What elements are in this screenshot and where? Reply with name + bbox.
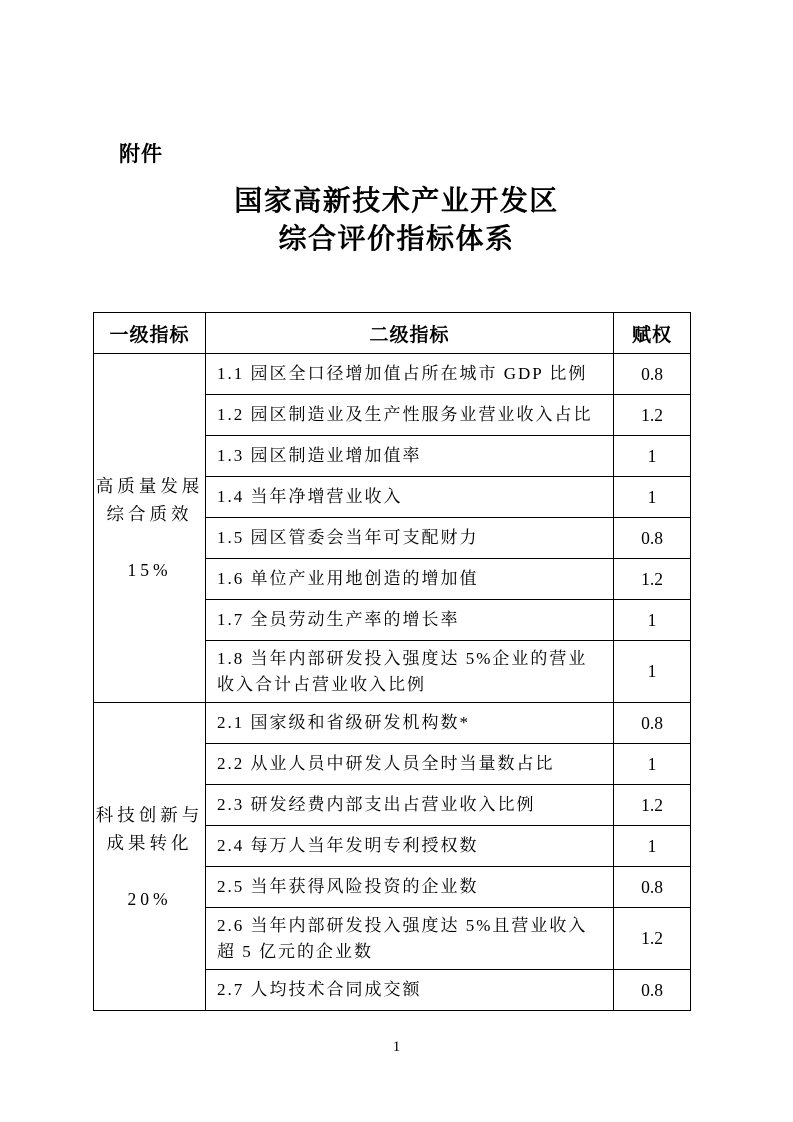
indicator-label: 2.7 人均技术合同成交额 bbox=[206, 970, 614, 1011]
indicator-weight: 0.8 bbox=[614, 518, 691, 559]
group-name-line: 综合质效 bbox=[106, 504, 193, 524]
header-level2-indicator: 二级指标 bbox=[206, 313, 614, 354]
indicator-weight: 1.2 bbox=[614, 395, 691, 436]
document-title bbox=[0, 182, 793, 258]
indicator-weight: 1.2 bbox=[614, 785, 691, 826]
indicator-weight: 0.8 bbox=[614, 354, 691, 395]
group-gap bbox=[94, 857, 205, 885]
indicator-weight: 1 bbox=[614, 477, 691, 518]
indicator-weight: 1.2 bbox=[614, 559, 691, 600]
indicator-weight: 1 bbox=[614, 600, 691, 641]
table-row bbox=[94, 703, 691, 744]
indicator-label: 1.1 园区全口径增加值占所在城市 GDP 比例 bbox=[206, 354, 614, 395]
page-number: 1 bbox=[392, 1039, 401, 1055]
attachment-label: 附件 bbox=[119, 143, 163, 166]
group-weight-percent: 15% bbox=[127, 560, 172, 580]
group-gap bbox=[94, 528, 205, 556]
table-row bbox=[94, 354, 691, 395]
indicator-weight: 1 bbox=[614, 744, 691, 785]
table-header-row bbox=[94, 313, 691, 354]
indicator-weight: 0.8 bbox=[614, 867, 691, 908]
group-name-line: 科技创新与 bbox=[95, 804, 204, 825]
group-weight-percent: 20% bbox=[127, 888, 172, 909]
title-line-2: 综合评价指标体系 bbox=[278, 223, 515, 254]
indicator-label: 1.5 园区管委会当年可支配财力 bbox=[206, 518, 614, 559]
indicator-weight: 0.8 bbox=[614, 970, 691, 1011]
group-name-line: 成果转化 bbox=[106, 832, 193, 853]
header-level1-indicator: 一级指标 bbox=[94, 313, 206, 354]
indicator-weight: 0.8 bbox=[614, 703, 691, 744]
group-name-line: 高质量发展 bbox=[95, 476, 204, 496]
indicator-label: 2.1 国家级和省级研发机构数* bbox=[206, 703, 614, 744]
indicator-weight: 1.2 bbox=[614, 908, 691, 970]
indicator-label: 1.8 当年内部研发投入强度达 5%企业的营业收入合计占营业收入比例 bbox=[206, 641, 614, 703]
group-cell-quality-development bbox=[94, 354, 206, 703]
indicator-weight: 1 bbox=[614, 641, 691, 703]
indicator-weight: 1 bbox=[614, 436, 691, 477]
header-weight: 赋权 bbox=[614, 313, 691, 354]
indicator-label: 1.3 园区制造业增加值率 bbox=[206, 436, 614, 477]
indicator-label: 2.2 从业人员中研发人员全时当量数占比 bbox=[206, 744, 614, 785]
title-line-1: 国家高新技术产业开发区 bbox=[234, 185, 559, 216]
indicator-label: 2.5 当年获得风险投资的企业数 bbox=[206, 867, 614, 908]
indicator-label: 2.4 每万人当年发明专利授权数 bbox=[206, 826, 614, 867]
indicator-weight: 1 bbox=[614, 826, 691, 867]
indicator-label: 2.6 当年内部研发投入强度达 5%且营业收入超 5 亿元的企业数 bbox=[206, 908, 614, 970]
indicator-label: 2.3 研发经费内部支出占营业收入比例 bbox=[206, 785, 614, 826]
indicator-label: 1.4 当年净增营业收入 bbox=[206, 477, 614, 518]
indicator-label: 1.2 园区制造业及生产性服务业营业收入占比 bbox=[206, 395, 614, 436]
indicator-label: 1.7 全员劳动生产率的增长率 bbox=[206, 600, 614, 641]
indicator-label: 1.6 单位产业用地创造的增加值 bbox=[206, 559, 614, 600]
group-cell-tech-innovation bbox=[94, 703, 206, 1011]
indicator-table bbox=[93, 312, 691, 1011]
